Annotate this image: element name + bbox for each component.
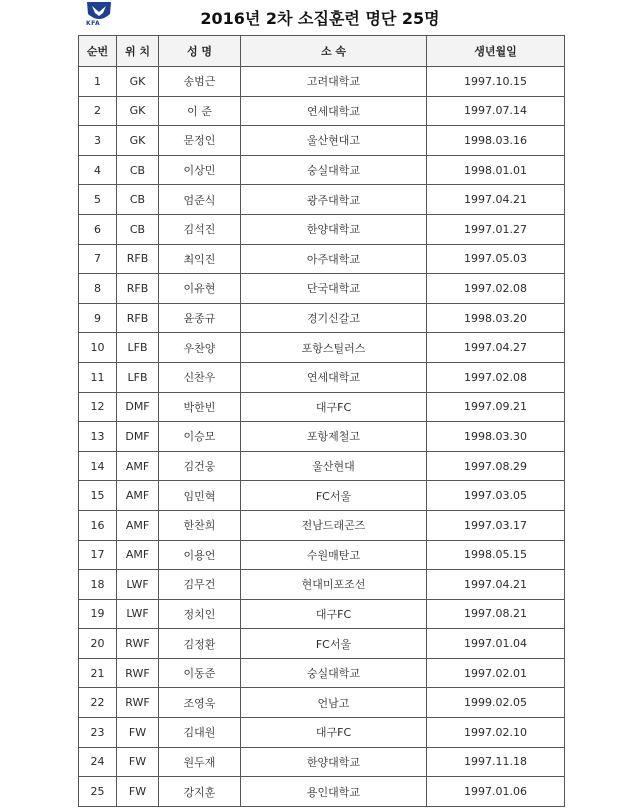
cell-number: 23	[79, 718, 117, 748]
cell-position: FW	[117, 777, 159, 807]
cell-number: 17	[79, 540, 117, 570]
cell-number: 4	[79, 155, 117, 185]
cell-name: 윤종규	[159, 303, 241, 333]
table-row	[79, 777, 565, 807]
table-row	[79, 481, 565, 511]
cell-birthdate: 1998.03.20	[427, 303, 565, 333]
cell-name: 김대원	[159, 718, 241, 748]
cell-name: 김정환	[159, 629, 241, 659]
cell-team: 현대미포조선	[241, 570, 427, 600]
roster-table	[78, 35, 565, 807]
cell-team: 언남고	[241, 688, 427, 718]
table-row	[79, 629, 565, 659]
table-row	[79, 392, 565, 422]
cell-name: 이유현	[159, 274, 241, 304]
table-row	[79, 185, 565, 215]
cell-team: 한양대학교	[241, 747, 427, 777]
cell-team: 용인대학교	[241, 777, 427, 807]
cell-position: LWF	[117, 599, 159, 629]
cell-position: AMF	[117, 451, 159, 481]
table-row	[79, 155, 565, 185]
cell-team: 연세대학교	[241, 362, 427, 392]
cell-name: 이승모	[159, 422, 241, 452]
cell-name: 최익진	[159, 244, 241, 274]
cell-number: 1	[79, 67, 117, 97]
cell-position: LWF	[117, 570, 159, 600]
table-row	[79, 658, 565, 688]
cell-birthdate: 1997.04.27	[427, 333, 565, 363]
cell-number: 13	[79, 422, 117, 452]
cell-position: AMF	[117, 540, 159, 570]
table-row	[79, 540, 565, 570]
table-row	[79, 126, 565, 156]
cell-number: 19	[79, 599, 117, 629]
cell-team: 대구FC	[241, 599, 427, 629]
cell-birthdate: 1997.02.01	[427, 658, 565, 688]
column-header-name: 성 명	[159, 36, 241, 67]
cell-birthdate: 1997.11.18	[427, 747, 565, 777]
cell-birthdate: 1997.03.17	[427, 510, 565, 540]
table-row	[79, 510, 565, 540]
cell-number: 15	[79, 481, 117, 511]
column-header-position: 위 치	[117, 36, 159, 67]
cell-position: AMF	[117, 481, 159, 511]
cell-position: GK	[117, 67, 159, 97]
cell-birthdate: 1997.02.08	[427, 362, 565, 392]
cell-name: 이상민	[159, 155, 241, 185]
cell-number: 5	[79, 185, 117, 215]
cell-birthdate: 1997.08.29	[427, 451, 565, 481]
cell-number: 18	[79, 570, 117, 600]
cell-team: FC서울	[241, 481, 427, 511]
cell-birthdate: 1997.04.21	[427, 570, 565, 600]
column-header-birthdate: 생년월일	[427, 36, 565, 67]
cell-position: GK	[117, 96, 159, 126]
table-row	[79, 67, 565, 97]
cell-team: 대구FC	[241, 718, 427, 748]
logo-text: KFA	[86, 20, 101, 27]
cell-birthdate: 1997.01.04	[427, 629, 565, 659]
cell-position: DMF	[117, 422, 159, 452]
cell-birthdate: 1997.09.21	[427, 392, 565, 422]
cell-position: CB	[117, 155, 159, 185]
cell-birthdate: 1997.08.21	[427, 599, 565, 629]
roster-body	[79, 67, 565, 807]
table-row	[79, 422, 565, 452]
cell-name: 김무건	[159, 570, 241, 600]
cell-birthdate: 1998.03.16	[427, 126, 565, 156]
cell-birthdate: 1997.01.27	[427, 214, 565, 244]
cell-team: 울산현대	[241, 451, 427, 481]
cell-team: 울산현대고	[241, 126, 427, 156]
cell-name: 강지훈	[159, 777, 241, 807]
cell-name: 정치인	[159, 599, 241, 629]
cell-birthdate: 1997.02.08	[427, 274, 565, 304]
cell-name: 조영욱	[159, 688, 241, 718]
table-row	[79, 274, 565, 304]
cell-birthdate: 1997.02.10	[427, 718, 565, 748]
cell-number: 6	[79, 214, 117, 244]
cell-number: 12	[79, 392, 117, 422]
cell-name: 엄준식	[159, 185, 241, 215]
cell-team: 포항스틸러스	[241, 333, 427, 363]
page-title: 2016년 2차 소집훈련 명단 25명	[200, 9, 440, 28]
cell-team: 대구FC	[241, 392, 427, 422]
cell-number: 10	[79, 333, 117, 363]
cell-number: 7	[79, 244, 117, 274]
cell-number: 8	[79, 274, 117, 304]
cell-number: 22	[79, 688, 117, 718]
cell-birthdate: 1997.04.21	[427, 185, 565, 215]
table-row	[79, 303, 565, 333]
cell-birthdate: 1997.07.14	[427, 96, 565, 126]
cell-number: 25	[79, 777, 117, 807]
cell-name: 우찬양	[159, 333, 241, 363]
cell-position: CB	[117, 185, 159, 215]
cell-team: 포항제철고	[241, 422, 427, 452]
cell-name: 문정인	[159, 126, 241, 156]
cell-position: FW	[117, 747, 159, 777]
cell-number: 14	[79, 451, 117, 481]
cell-birthdate: 1998.01.01	[427, 155, 565, 185]
column-header-team: 소 속	[241, 36, 427, 67]
cell-team: 숭실대학교	[241, 155, 427, 185]
table-header-row	[79, 36, 565, 67]
table-row	[79, 718, 565, 748]
cell-team: 한양대학교	[241, 214, 427, 244]
cell-name: 김석진	[159, 214, 241, 244]
table-row	[79, 214, 565, 244]
cell-number: 24	[79, 747, 117, 777]
table-row	[79, 362, 565, 392]
cell-position: RWF	[117, 688, 159, 718]
cell-birthdate: 1997.01.06	[427, 777, 565, 807]
cell-birthdate: 1997.10.15	[427, 67, 565, 97]
table-row	[79, 244, 565, 274]
cell-position: FW	[117, 718, 159, 748]
cell-name: 신찬우	[159, 362, 241, 392]
cell-birthdate: 1999.02.05	[427, 688, 565, 718]
cell-team: 전남드래곤즈	[241, 510, 427, 540]
cell-name: 김건웅	[159, 451, 241, 481]
cell-birthdate: 1997.05.03	[427, 244, 565, 274]
cell-name: 이용언	[159, 540, 241, 570]
cell-team: 수원매탄고	[241, 540, 427, 570]
cell-number: 9	[79, 303, 117, 333]
cell-birthdate: 1998.05.15	[427, 540, 565, 570]
cell-team: 숭실대학교	[241, 658, 427, 688]
cell-team: FC서울	[241, 629, 427, 659]
cell-team: 고려대학교	[241, 67, 427, 97]
cell-number: 11	[79, 362, 117, 392]
cell-birthdate: 1997.03.05	[427, 481, 565, 511]
cell-name: 이 준	[159, 96, 241, 126]
cell-team: 단국대학교	[241, 274, 427, 304]
cell-position: AMF	[117, 510, 159, 540]
table-row	[79, 333, 565, 363]
cell-name: 이동준	[159, 658, 241, 688]
table-row	[79, 96, 565, 126]
cell-position: CB	[117, 214, 159, 244]
cell-position: RWF	[117, 658, 159, 688]
cell-position: GK	[117, 126, 159, 156]
cell-number: 21	[79, 658, 117, 688]
cell-position: RFB	[117, 244, 159, 274]
table-row	[79, 747, 565, 777]
cell-position: DMF	[117, 392, 159, 422]
cell-team: 연세대학교	[241, 96, 427, 126]
cell-team: 아주대학교	[241, 244, 427, 274]
cell-position: LFB	[117, 333, 159, 363]
cell-number: 3	[79, 126, 117, 156]
cell-position: LFB	[117, 362, 159, 392]
table-row	[79, 570, 565, 600]
cell-team: 광주대학교	[241, 185, 427, 215]
cell-name: 박한빈	[159, 392, 241, 422]
cell-number: 16	[79, 510, 117, 540]
table-row	[79, 688, 565, 718]
cell-number: 2	[79, 96, 117, 126]
cell-position: RFB	[117, 274, 159, 304]
cell-name: 송범근	[159, 67, 241, 97]
table-row	[79, 599, 565, 629]
cell-position: RFB	[117, 303, 159, 333]
cell-name: 한찬희	[159, 510, 241, 540]
table-row	[79, 451, 565, 481]
cell-name: 임민혁	[159, 481, 241, 511]
cell-team: 경기신갈고	[241, 303, 427, 333]
cell-position: RWF	[117, 629, 159, 659]
cell-name: 원두재	[159, 747, 241, 777]
column-header-number: 순번	[79, 36, 117, 67]
cell-number: 20	[79, 629, 117, 659]
cell-birthdate: 1998.03.30	[427, 422, 565, 452]
